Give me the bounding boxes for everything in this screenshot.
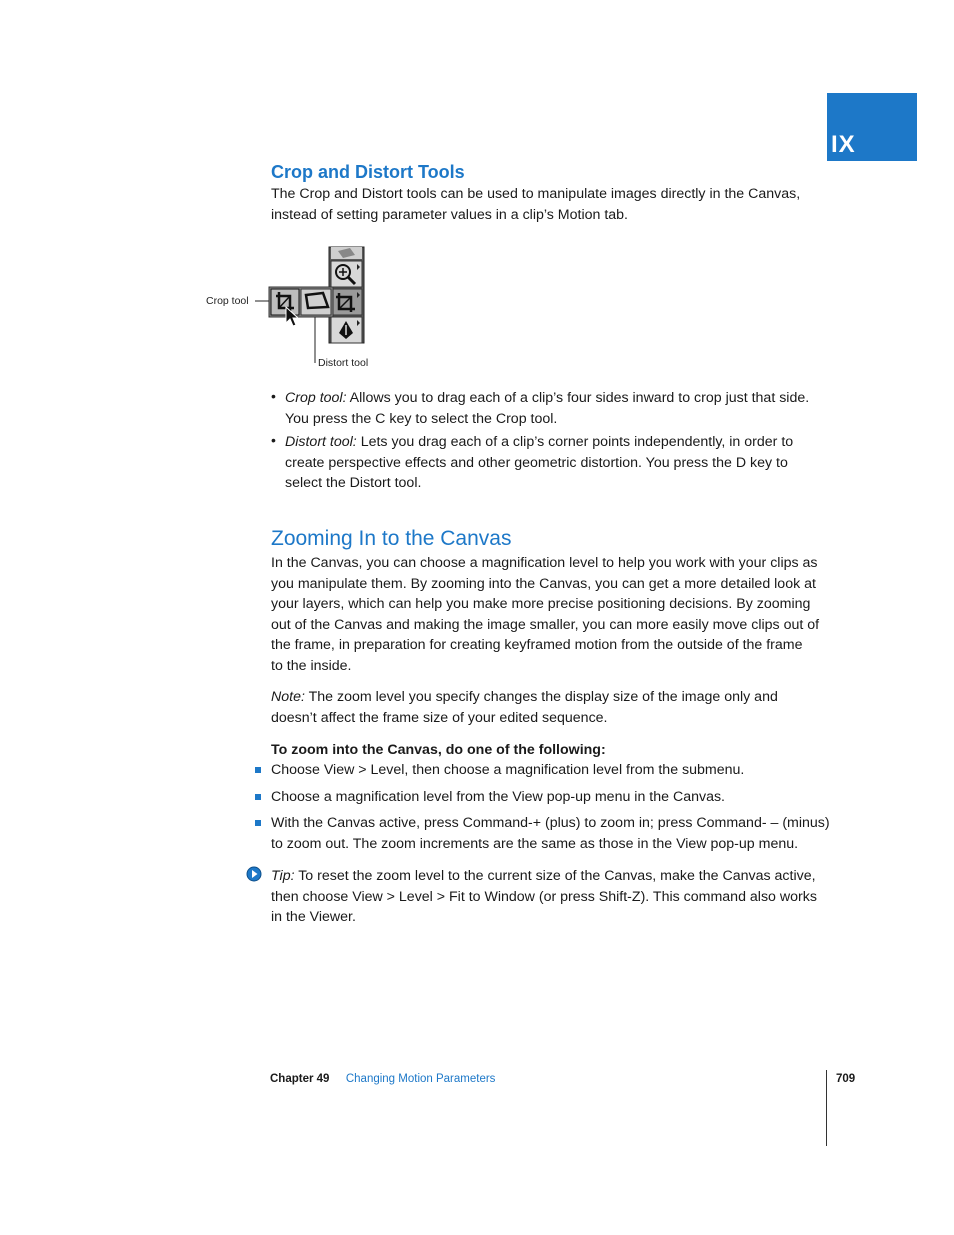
zoom-para-line: In the Canvas, you can choose a magnification level to help you work with your clips as (271, 555, 818, 571)
step-bullet-icon (255, 794, 261, 800)
bullet-dot: • (271, 432, 276, 448)
step-1: Choose View > Level, then choose a magnification level from the submenu. (271, 762, 745, 778)
zoom-paragraph (271, 553, 831, 676)
step-bullet-icon (255, 767, 261, 773)
zoom-para-line: you manipulate them. By zooming into the Canvas, you can get a more detailed look at (271, 575, 816, 592)
part-label: IX (831, 131, 856, 158)
distort-tool-desc-1: Lets you drag each of a clip’s corner points independently, in order to (356, 434, 794, 450)
step-bullet-icon (255, 820, 261, 826)
tool-palette-figure (205, 245, 405, 375)
bullet-dot: • (271, 388, 276, 404)
note-paragraph (271, 687, 831, 728)
step-3-line-2: to zoom out. The zoom increments are the same as those in the View pop-up menu. (271, 835, 799, 852)
note-line-1: The zoom level you specify changes the display size of the image only and (304, 689, 778, 705)
distort-tool-label: Distort tool (318, 357, 369, 369)
crop-tool-term: Crop tool: (285, 390, 347, 406)
step-3-line-1: With the Canvas active, press Command-+ (plus) to zoom in; press Command- – (minus) (271, 815, 830, 831)
note-line-2: doesn’t affect the frame size of your edited sequence. (271, 709, 608, 726)
intro-line-2: instead of setting parameter values in a clip’s Motion tab. (271, 206, 628, 223)
distort-tool-term: Distort tool: (285, 434, 357, 450)
section-heading-zooming: Zooming In to the Canvas (271, 527, 512, 550)
step-3 (271, 813, 831, 854)
tip-arrow-icon (246, 866, 262, 887)
tip-term: Tip: (271, 868, 295, 884)
step-2: Choose a magnification level from the View pop-up menu in the Canvas. (271, 789, 725, 805)
tip-line-2: then choose View > Level > Fit to Window (or press Shift-Z). This command also works (271, 888, 817, 905)
section-heading-crop-distort: Crop and Distort Tools (271, 162, 465, 182)
footer-divider (826, 1070, 827, 1146)
intro-line-1: The Crop and Distort tools can be used to manipulate images directly in the Canvas, (271, 186, 801, 202)
zoom-para-line: the frame, in preparation for creating keyframed motion from the outside of the frame (271, 637, 803, 653)
tip-paragraph (271, 866, 831, 928)
crop-tool-desc-2: You press the C key to select the Crop tool. (285, 410, 558, 427)
intro-paragraph (271, 184, 831, 225)
distort-tool-desc-3: select the Distort tool. (285, 475, 422, 491)
zoom-para-line: to the inside. (271, 657, 352, 674)
footer-chapter (270, 1073, 495, 1085)
part-tab (827, 93, 917, 161)
crop-tool-label: Crop tool (206, 295, 249, 307)
footer-chapter-number: Chapter 49 (270, 1073, 330, 1085)
tool-palette-illustration (205, 245, 405, 375)
distort-tool-desc-2: create perspective effects and other geometric distortion. You press the D key to (285, 454, 788, 471)
note-term: Note: (271, 689, 305, 705)
tip-line-1: To reset the zoom level to the current size of the Canvas, make the Canvas active, (294, 868, 816, 884)
tip-line-3: in the Viewer. (271, 909, 356, 925)
task-heading: To zoom into the Canvas, do one of the following: (271, 742, 606, 758)
zoom-para-line: your layers, which can help you make more precise positioning decisions. By zooming (271, 596, 811, 612)
crop-tool-desc-1: Allows you to drag each of a clip’s four sides inward to crop just that side. (346, 390, 810, 406)
footer-chapter-title: Changing Motion Parameters (345, 1073, 496, 1085)
distort-tool-bullet (285, 432, 830, 494)
page-number: 709 (836, 1073, 856, 1085)
zoom-para-line: out of the Canvas and making the image smaller, you can more easily move clips out of (271, 616, 820, 633)
crop-tool-bullet (285, 388, 830, 429)
